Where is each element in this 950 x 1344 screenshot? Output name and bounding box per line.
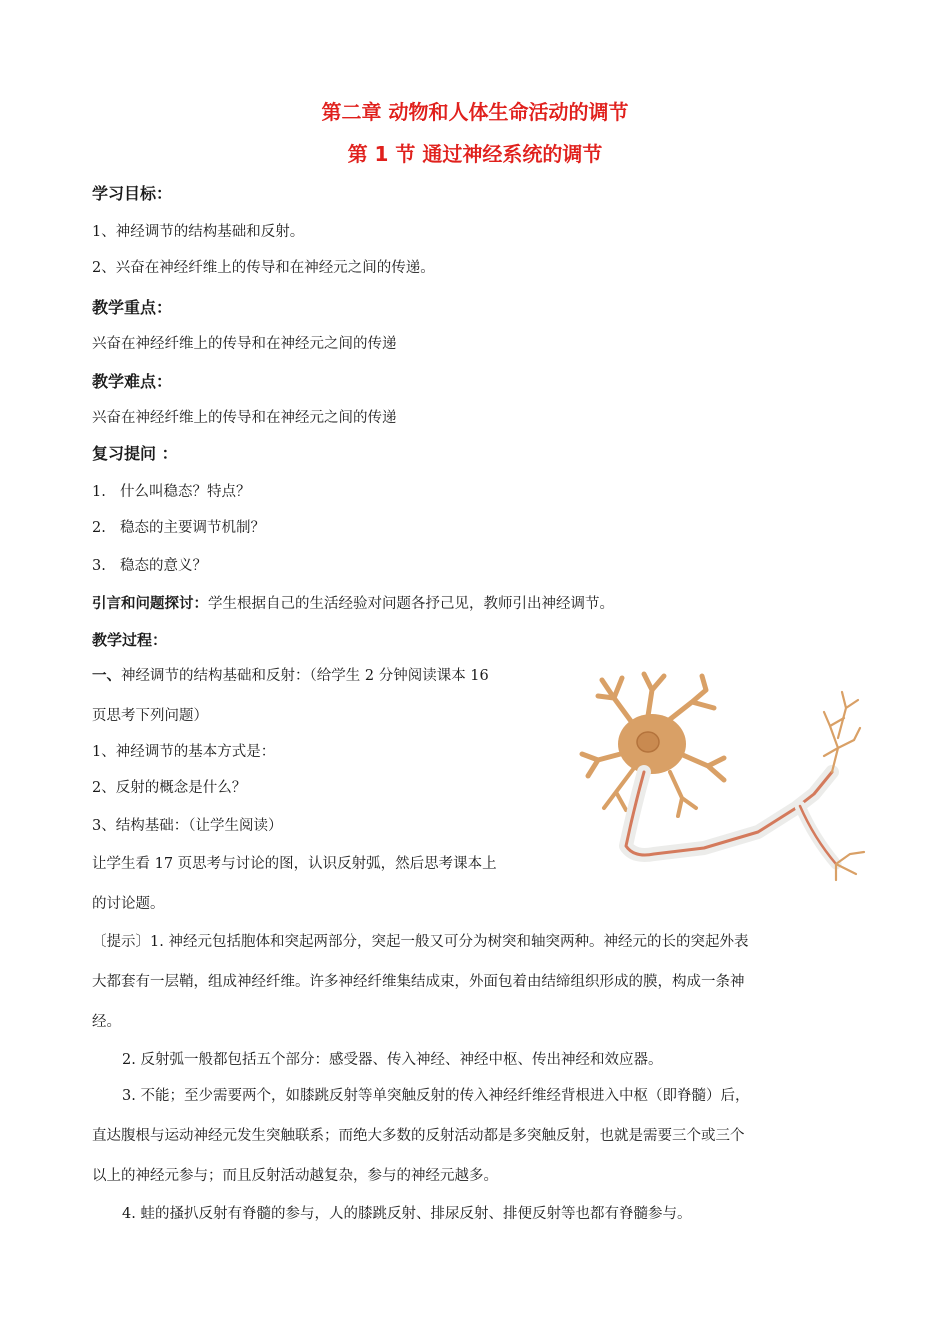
difficulty-heading: 教学难点： [92,372,173,391]
chapter-title: 第二章 动物和人体生命活动的调节 [321,100,629,124]
objective-item: 2、兴奋在神经纤维上的传导和在神经元之间的传递。 [92,260,435,276]
hint-line: 2. 反射弧一般都包括五个部分：感受器、传入神经、神经中枢、传出神经和效应器。 [122,1052,663,1068]
key-point-heading: 教学重点： [92,298,173,317]
question-item: 1、神经调节的基本方式是： [92,744,276,760]
review-item-number: 1. [92,484,106,500]
hint-line: 直达腹根与运动神经元发生突触联系；而绝大多数的反射活动都是多突触反射，也就是需要三个或三个 [92,1128,745,1144]
hint-line: 以上的神经元参与；而且反射活动越复杂，参与的神经元越多。 [92,1168,498,1184]
difficulty-text: 兴奋在神经纤维上的传导和在神经元之间的传递 [92,410,397,426]
key-point-text: 兴奋在神经纤维上的传导和在神经元之间的传递 [92,336,397,352]
section-title: 第 1 节 通过神经系统的调节 [347,142,603,166]
paragraph-line: 让学生看 17 页思考与讨论的图，认识反射弧，然后思考课本上 [92,856,497,872]
review-item-number: 3. [92,558,106,574]
neuron-illustration [574,668,866,884]
question-item: 3、结构基础：（让学生阅读） [92,818,283,834]
intro-text: 学生根据自己的生活经验对问题各抒己见，教师引出神经调节。 [208,596,614,612]
nucleus [637,732,659,752]
hint-line: 大都套有一层鞘，组成神经纤维。许多神经纤维集结成束，外面包着由结缔组织形成的膜，构成一条神 [92,974,745,990]
hint-line: 经。 [92,1014,121,1030]
hint-line: 4. 蛙的搔扒反射有脊髓的参与，人的膝跳反射、排尿反射、排便反射等也都有脊髓参与。 [122,1206,692,1222]
hint-line: 3. 不能；至少需要两个，如膝跳反射等单突触反射的传入神经纤维经背根进入中枢（即脊髓）后， [122,1088,750,1104]
part1-continuation: 页思考下列问题） [92,708,208,724]
intro-label: 引言和问题探讨： [92,596,208,612]
objective-item: 1、神经调节的结构基础和反射。 [92,224,305,240]
intro-paragraph [92,594,614,614]
axon-branch-sheath [800,806,836,864]
process-heading: 教学过程： [92,631,168,649]
review-item-text: 稳态的意义？ [120,558,207,574]
part1-label: 一、 [92,668,121,684]
question-item: 2、反射的概念是什么？ [92,780,247,796]
review-item [92,482,251,502]
part1-title [92,666,489,686]
review-item-number: 2. [92,520,106,536]
review-heading: 复习提问 ： [92,444,178,463]
review-item-text: 什么叫稳态？特点？ [120,484,251,500]
paragraph-line: 的讨论题。 [92,896,165,912]
review-item-text: 稳态的主要调节机制？ [120,520,265,536]
objectives-heading: 学习目标： [92,184,173,203]
review-item [92,556,207,576]
part1-title-text: 神经调节的结构基础和反射：（给学生 2 分钟阅读课本 16 [121,668,489,684]
hint-line: 〔提示〕1. 神经元包括胞体和突起两部分，突起一般又可分为树突和轴突两种。神经元的长的突起外表 [92,934,749,950]
review-item [92,518,265,538]
